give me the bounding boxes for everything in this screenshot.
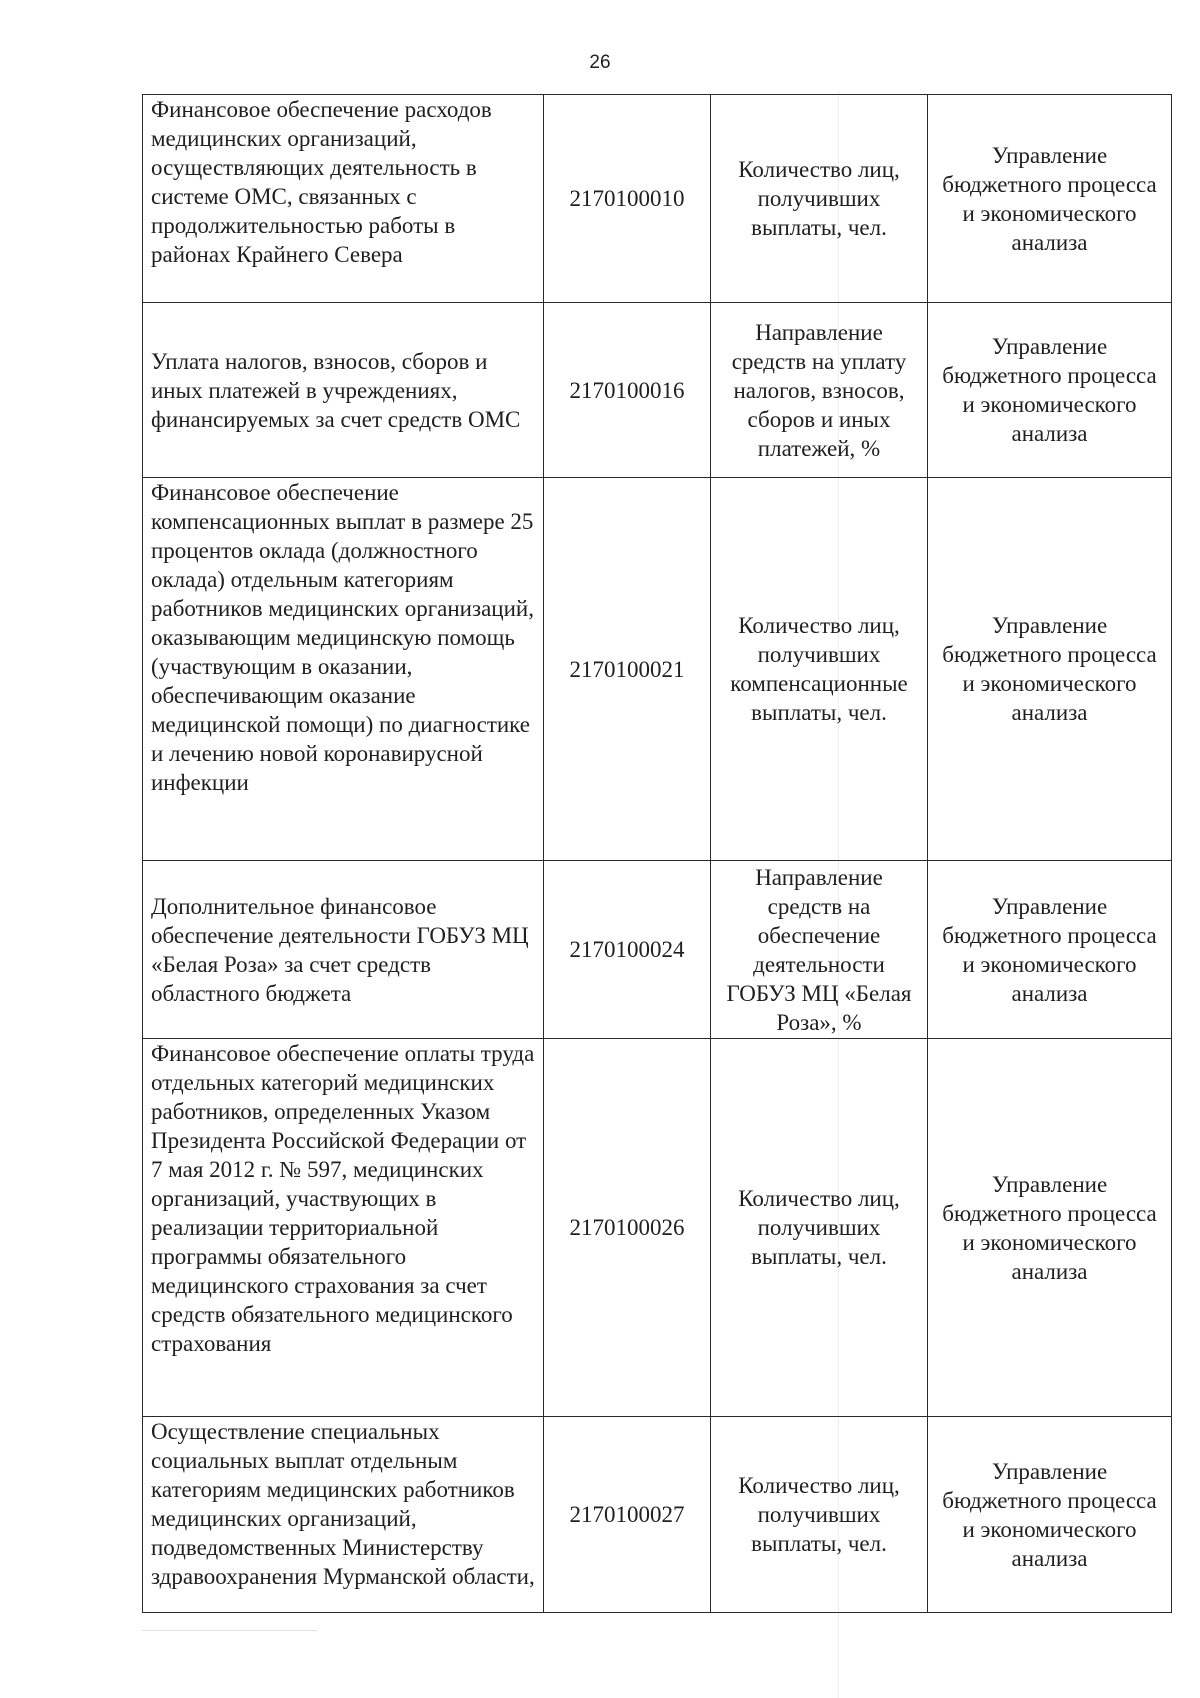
responsible-cell: Управление бюджетного процесса и экономического анализа <box>928 303 1172 478</box>
table-row <box>143 478 1172 861</box>
measure-name-cell: Финансовое обеспечение компенсационных выплат в размере 25 процентов оклада (должностного оклада) отдельным категориям работников медицинских организаций, оказывающим медицинскую помощь (участвующим в оказании, обеспечивающим оказание медицинской помощи) по диагностике и лечению новой коронавирусной инфекции <box>143 478 544 861</box>
indicator-cell: Количество лиц, получивших выплаты, чел. <box>711 1417 928 1613</box>
indicator-cell: Количество лиц, получивших выплаты, чел. <box>711 95 928 303</box>
table-row <box>143 303 1172 478</box>
scan-fold-line <box>838 90 839 1698</box>
measures-table <box>142 94 1172 1613</box>
measure-name-cell: Дополнительное финансовое обеспечение деятельности ГОБУЗ МЦ «Белая Роза» за счет средств областного бюджета <box>143 861 544 1039</box>
measure-name-cell: Финансовое обеспечение оплаты труда отдельных категорий медицинских работников, определенных Указом Президента Российской Федерации от 7 мая 2012 г. № 597, медицинских организаций, участвующих в реализации территориальной программы обязательного медицинского страхования за счет средств обязательного медицинского страхования <box>143 1039 544 1417</box>
budget-code-cell: 2170100016 <box>544 303 711 478</box>
responsible-cell: Управление бюджетного процесса и экономического анализа <box>928 861 1172 1039</box>
indicator-cell: Направление средств на уплату налогов, взносов, сборов и иных платежей, % <box>711 303 928 478</box>
table-row <box>143 95 1172 303</box>
budget-code-cell: 2170100010 <box>544 95 711 303</box>
budget-code-cell: 2170100027 <box>544 1417 711 1613</box>
indicator-cell: Направление средств на обеспечение деятельности ГОБУЗ МЦ «Белая Роза», % <box>711 861 928 1039</box>
scan-artifact-line <box>142 1630 317 1631</box>
measure-name-cell: Осуществление специальных социальных выплат отдельным категориям медицинских работников медицинских организаций, подведомственных Министерству здравоохранения Мурманской области, <box>143 1417 544 1613</box>
measure-name-cell: Финансовое обеспечение расходов медицинских организаций, осуществляющих деятельность в системе ОМС, связанных с продолжительностью работы в районах Крайнего Севера <box>143 95 544 303</box>
responsible-cell: Управление бюджетного процесса и экономического анализа <box>928 478 1172 861</box>
table-row <box>143 1039 1172 1417</box>
table-row <box>143 861 1172 1039</box>
indicator-cell: Количество лиц, получивших компенсационные выплаты, чел. <box>711 478 928 861</box>
responsible-cell: Управление бюджетного процесса и экономического анализа <box>928 1039 1172 1417</box>
responsible-cell: Управление бюджетного процесса и экономического анализа <box>928 95 1172 303</box>
page-number: 26 <box>589 52 611 73</box>
budget-code-cell: 2170100024 <box>544 861 711 1039</box>
indicator-cell: Количество лиц, получивших выплаты, чел. <box>711 1039 928 1417</box>
budget-code-cell: 2170100026 <box>544 1039 711 1417</box>
table-row <box>143 1417 1172 1613</box>
responsible-cell: Управление бюджетного процесса и экономического анализа <box>928 1417 1172 1613</box>
budget-code-cell: 2170100021 <box>544 478 711 861</box>
measure-name-cell: Уплата налогов, взносов, сборов и иных платежей в учреждениях, финансируемых за счет средств ОМС <box>143 303 544 478</box>
